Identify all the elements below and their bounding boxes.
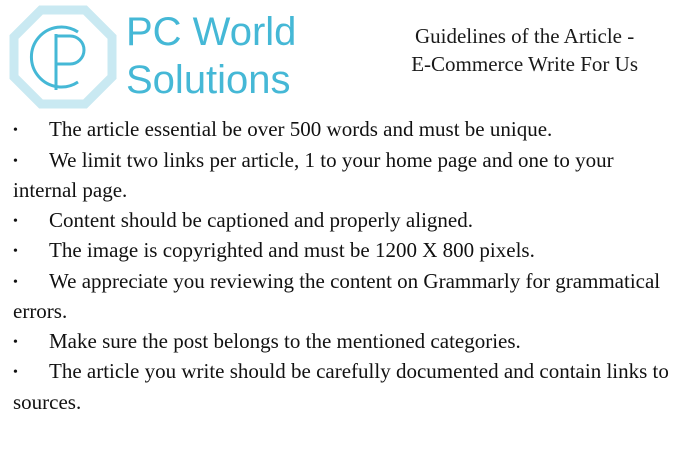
list-item-text: The article you write should be carefully documented and contain links to sources. (13, 359, 669, 414)
pc-octagon-logo-icon (8, 4, 118, 110)
list-item (13, 115, 673, 146)
bullet-icon: • (13, 365, 18, 380)
bullet-icon: • (13, 244, 18, 259)
guidelines-list (13, 115, 673, 417)
bullet-icon: • (13, 213, 18, 229)
page-title-line1: Guidelines of the Article - (414, 24, 635, 48)
list-item-text: We limit two links per article, 1 to your home page and one to your internal page. (13, 147, 614, 202)
list-item (13, 206, 673, 237)
list-item-text: We appreciate you reviewing the content on Grammarly for grammatical errors. (13, 268, 661, 323)
list-item-text: Make sure the post belongs to the mentioned categories. (49, 328, 521, 353)
list-item (13, 357, 673, 417)
list-item-text: The article essential be over 500 words and must be unique. (49, 117, 553, 141)
bullet-icon: • (13, 274, 18, 290)
list-item (13, 236, 673, 267)
page-title-line2: E-Commerce Write For Us (411, 52, 638, 76)
list-item (13, 146, 673, 206)
list-item (13, 327, 673, 358)
brand-name-line1: PC World (126, 10, 297, 54)
list-item-text: Content should be captioned and properly aligned. (49, 207, 473, 232)
brand-name-line2: Solutions (126, 58, 291, 102)
page-title (411, 22, 638, 78)
list-item (13, 267, 673, 327)
bullet-icon: • (13, 153, 18, 169)
list-item-text: The image is copyrighted and must be 1200 X 800 pixels. (49, 238, 535, 262)
bullet-icon: • (13, 334, 18, 350)
bullet-icon: • (13, 123, 18, 138)
brand-logo (8, 4, 118, 110)
